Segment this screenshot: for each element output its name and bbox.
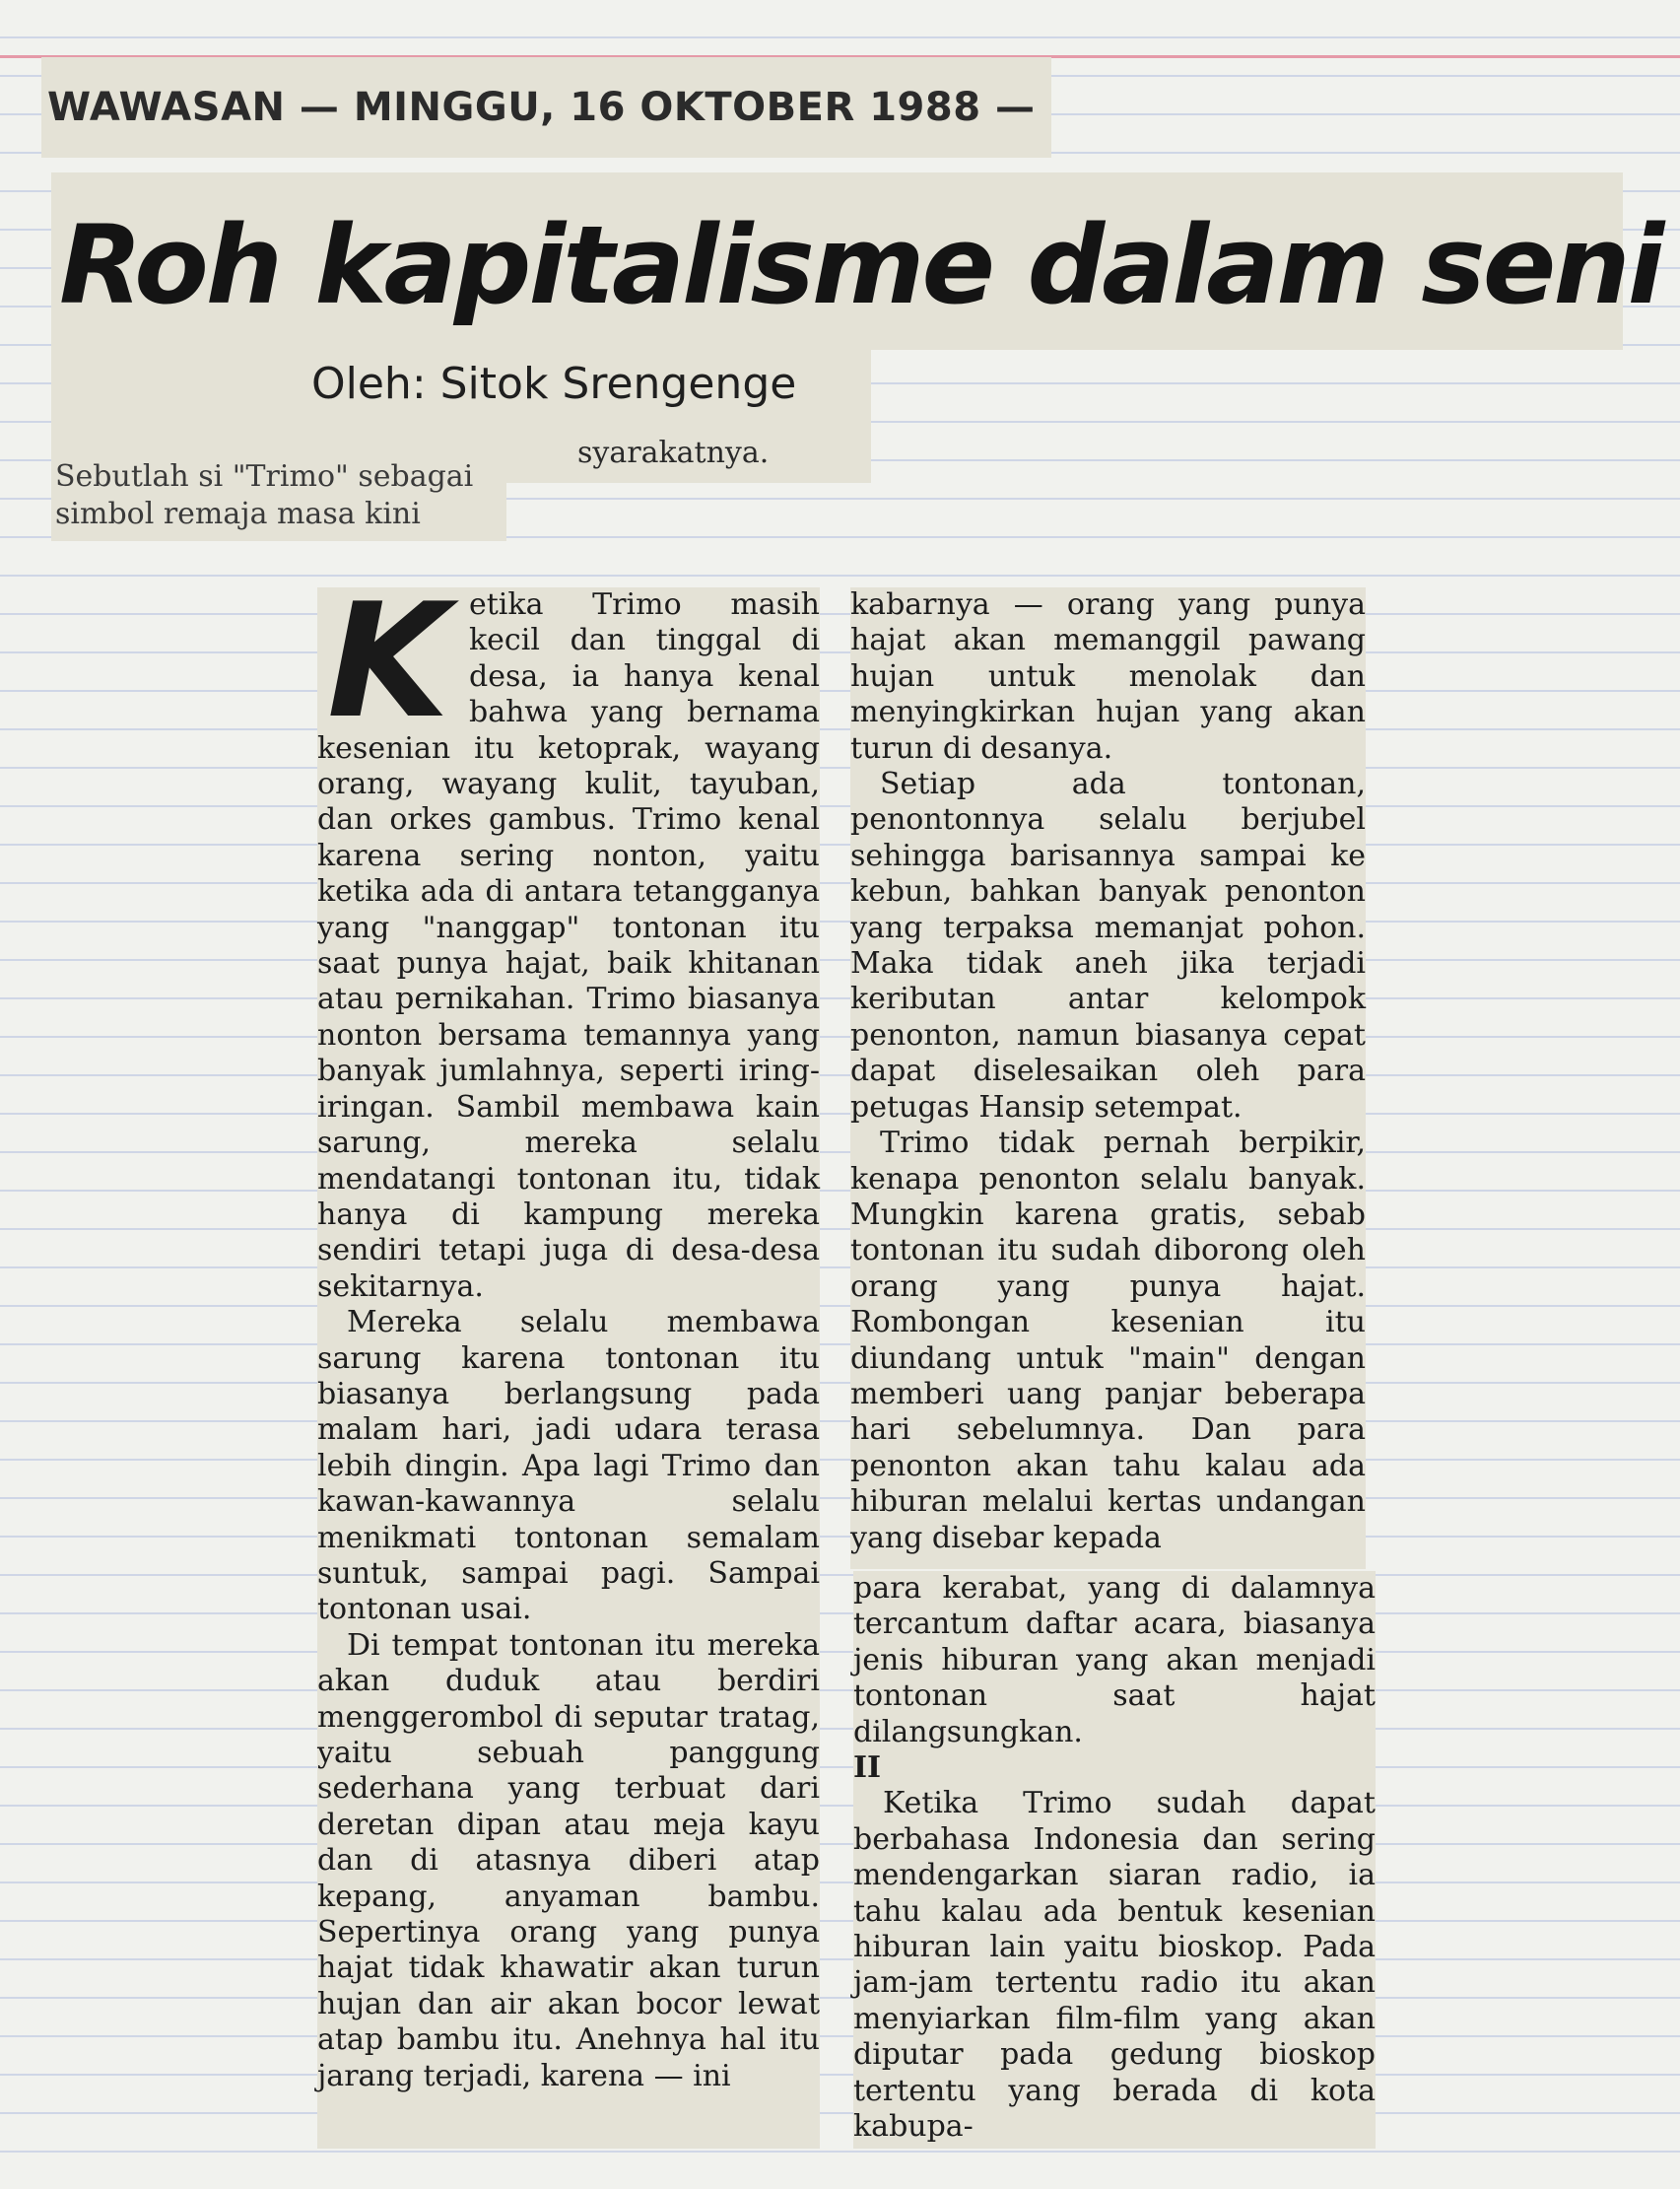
section-mark: II (853, 1750, 882, 1786)
headline-clipping (51, 172, 1662, 350)
dateline: WAWASAN — MINGGU, 16 OKTOBER 1988 — (47, 85, 1036, 130)
caption-clipping (51, 448, 506, 541)
caption-tail-text: syarakatnya. (577, 436, 770, 470)
article-column-2-bottom (853, 1571, 1376, 2149)
article-column-2-top (850, 587, 1366, 1569)
drop-cap: K (327, 569, 449, 753)
paragraph: Mereka selalu membawa sarung karena tontonan itu biasanya berlangsung pada malam hari, jadi udara terasa lebih dingin. Apa lagi Trimo dan kawan-kawannya selalu menikmati tontonan semalam suntuk, sampai pagi. Sampai tontonan usai. (317, 1305, 820, 1627)
article-title: Roh kapitalisme dalam seni (59, 202, 1662, 328)
paragraph: kabarnya — orang yang punya hajat akan memanggil pawang hujan untuk menolak dan menyingkirkan hujan yang akan turun di desanya. (850, 587, 1366, 766)
paragraph: para kerabat, yang di dalamnya tercantum daftar acara, biasanya jenis hiburan yang akan menjadi tontonan saat hajat dilangsungkan. (853, 1571, 1376, 1749)
photo-caption: Sebutlah si "Trimo" sebagai simbol remaja masa kini (55, 459, 474, 531)
paragraph: Di tempat tontonan itu mereka akan duduk atau berdiri menggerombol di seputar tratag, yaitu sebuah panggung sederhana yang terbuat dari deretan dipan atau meja kayu dan di atasnya diberi atap kepang, anyaman bambu. Sepertinya orang yang punya hajat tidak khawatir akan turun hujan dan air akan bocor lewat atap bambu itu. Anehnya hal itu jarang terjadi, karena — ini (317, 1627, 820, 2093)
article-column-1 (317, 569, 820, 2149)
paragraph: Trimo tidak pernah berpikir, kenapa penonton selalu banyak. Mungkin karena gratis, sebab tontonan itu sudah diborong oleh orang yang punya hajat. Rombongan kesenian itu diundang untuk "main" dengan memberi uang panjar beberapa hari sebelumnya. Dan para penonton akan tahu kalau ada hiburan melalui kertas undangan yang disebar kepada (850, 1126, 1366, 1555)
paragraph: Setiap ada tontonan, penontonnya selalu berjubel sehingga barisannya sampai ke kebun, bahkan banyak penonton yang terpaksa memanjat pohon. Maka tidak aneh jika terjadi keributan antar kelompok penonton, namun biasanya cepat dapat diselesaikan oleh para petugas Hansip setempat. (850, 767, 1366, 1125)
dateline-clipping (41, 57, 1051, 158)
paragraph: Ketika Trimo sudah dapat berbahasa Indonesia dan sering mendengarkan siaran radio, ia tahu kalau ada bentuk kesenian hiburan lain yaitu bioskop. Pada jam-jam tertentu radio itu akan menyiarkan film-film yang akan diputar pada gedung bioskop tertentu yang berada di kota kabupa- (853, 1786, 1376, 2145)
paragraph: Ketika Trimo masih kecil dan tinggal di desa, ia hanya kenal bahwa yang bernama kesenian itu ketoprak, wayang orang, wayang kulit, tayuban, dan orkes gambus. Trimo kenal karena sering nonton, yaitu ketika ada di antara tetangganya yang "nanggap" tontonan itu saat punya hajat, baik khitanan atau pernikahan. Trimo biasanya nonton bersama temannya yang banyak jumlahnya, seperti iring-iringan. Sambil membawa kain sarung, mereka selalu mendatangi tontonan itu, tidak hanya di kampung mereka sendiri tetapi juga di desa-desa sekitarnya. (317, 569, 820, 1304)
article-byline: Oleh: Sitok Srengenge (311, 359, 797, 409)
